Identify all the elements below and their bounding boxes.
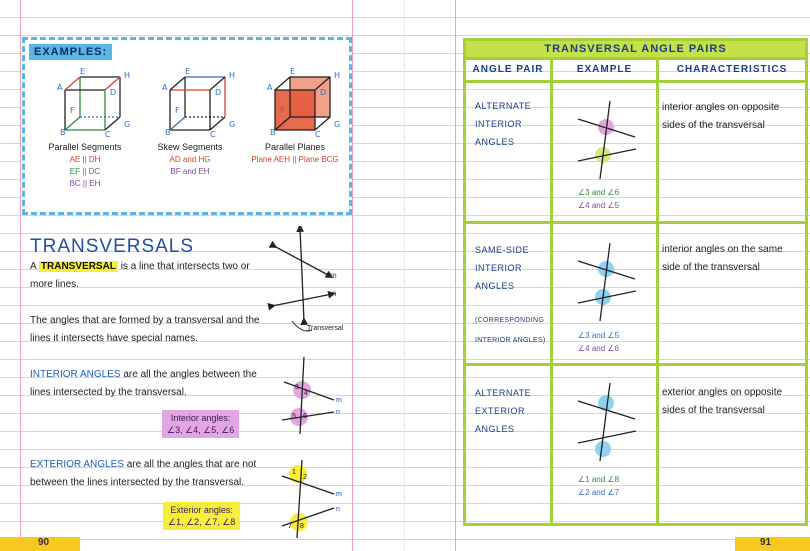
caption: Parallel Segments [48, 142, 122, 152]
example-diagram [570, 381, 640, 463]
svg-text:1: 1 [292, 469, 296, 476]
table-title: TRANSVERSAL ANGLE PAIRS [466, 41, 805, 57]
row-divider [466, 363, 805, 366]
examples-box [22, 37, 352, 215]
margin-line [455, 0, 456, 551]
vertex-d: D [110, 88, 117, 97]
characteristics-text: exterior angles on opposite sides of the transversal [662, 387, 783, 416]
vertex-e: E [290, 67, 296, 76]
vertex-e: E [185, 67, 191, 76]
interior-callout [162, 410, 239, 438]
margin-line [20, 0, 21, 551]
callout-title: Interior angles: [170, 413, 231, 423]
relation-line: EF || DC [69, 167, 101, 176]
row-divider [466, 80, 805, 83]
vertex-c: C [210, 130, 216, 139]
svg-text:4: 4 [304, 390, 308, 397]
footer-bar [735, 537, 810, 551]
figure-parallel-segments [35, 65, 135, 188]
interior-angles-diagram [272, 352, 352, 437]
svg-text:m: m [336, 397, 342, 404]
term-transversal: TRANSVERSAL [40, 261, 116, 272]
label-n: n [332, 289, 337, 298]
svg-text:8: 8 [300, 523, 304, 530]
example-diagram [570, 241, 640, 323]
relation-line: AE || DH [69, 155, 101, 164]
pair-name-same-side: SAME-SIDE INTERIOR ANGLES [475, 245, 530, 291]
caption: Skew Segments [157, 142, 223, 152]
example-diagram [570, 99, 640, 181]
definition-prefix: A [30, 261, 37, 272]
relation-line: BF and EH [170, 167, 210, 176]
cube-diagram [250, 65, 340, 140]
vertex-c: C [315, 130, 321, 139]
pair-name-alt-exterior: ALTERNATE EXTERIOR ANGLES [475, 388, 532, 434]
vertex-b: B [270, 128, 276, 137]
vertex-d: D [320, 88, 327, 97]
cube-diagram [145, 65, 235, 140]
section-heading: TRANSVERSALS [30, 236, 195, 257]
relation-line: AD and HG [169, 155, 211, 164]
vertex-f: F [280, 106, 285, 115]
exterior-text: are all the angles that are not between the lines intersected by the transversal. [30, 459, 257, 488]
callout-list: ∠3, ∠4, ∠5, ∠6 [167, 425, 235, 435]
svg-text:6: 6 [303, 413, 307, 420]
svg-text:2: 2 [303, 474, 307, 481]
right-page [405, 0, 810, 551]
vertex-d: D [215, 88, 222, 97]
definition-text: is a line that intersects two or more lines. [30, 261, 250, 290]
footer [0, 533, 405, 551]
vertex-a: A [162, 83, 168, 92]
column-divider [656, 57, 659, 523]
svg-text:7: 7 [288, 523, 292, 530]
vertex-a: A [57, 83, 63, 92]
angles-paragraph: The angles that are formed by a transversal and the lines it intersects have special names. [30, 315, 260, 344]
column-divider [550, 57, 553, 523]
vertex-g: G [334, 120, 340, 129]
footer [405, 533, 810, 551]
svg-text:n: n [336, 506, 340, 513]
svg-text:5: 5 [292, 413, 296, 420]
callout-list: ∠1, ∠2, ∠7, ∠8 [168, 517, 236, 527]
header-example: EXAMPLE [553, 57, 656, 80]
header-characteristics: CHARACTERISTICS [659, 57, 805, 80]
vertex-e: E [80, 67, 86, 76]
header-pair: ANGLE PAIR [466, 57, 550, 80]
callout-title: Exterior angles: [170, 505, 233, 515]
pair-list: ∠3 and ∠6 ∠4 and ∠5 [578, 188, 620, 210]
characteristics-text: interior angles on the same side of the transversal [662, 244, 783, 273]
term-exterior: EXTERIOR ANGLES [30, 459, 124, 470]
row-divider [466, 221, 805, 224]
caption: Parallel Planes [264, 142, 326, 152]
vertex-f: F [175, 106, 180, 115]
figure-skew-segments [140, 65, 240, 176]
pair-list: ∠1 and ∠8 ∠2 and ∠7 [578, 475, 620, 497]
vertex-f: F [70, 106, 75, 115]
vertex-a: A [267, 83, 273, 92]
vertex-h: H [124, 71, 130, 80]
figure-parallel-planes [245, 65, 345, 164]
vertex-g: G [229, 120, 235, 129]
cube-diagram [40, 65, 130, 140]
relation-line: Plane AEH || Plane BCG [251, 155, 339, 164]
vertex-b: B [60, 128, 66, 137]
vertex-g: G [124, 120, 130, 129]
svg-text:n: n [336, 409, 340, 416]
pair-name-alt-interior: ALTERNATE INTERIOR ANGLES [475, 101, 532, 147]
svg-text:3: 3 [295, 384, 299, 391]
label-l: ℓ [300, 226, 303, 234]
examples-label: EXAMPLES: [29, 44, 112, 60]
pair-list: ∠3 and ∠5 ∠4 and ∠6 [578, 331, 620, 353]
exterior-paragraph [30, 456, 265, 492]
svg-text:m: m [336, 491, 342, 498]
page-number: 91 [760, 537, 772, 548]
exterior-angles-diagram [272, 456, 352, 541]
term-interior: INTERIOR ANGLES [30, 369, 121, 380]
label-m: m [330, 271, 337, 280]
angle-pairs-table [463, 38, 808, 526]
interior-paragraph [30, 366, 265, 402]
label-transversal: Transversal [307, 325, 344, 332]
relation-line: BC || EH [69, 179, 101, 188]
definition-paragraph [30, 258, 265, 294]
interior-text: are all the angles between the lines intersected by the transversal. [30, 369, 257, 398]
page-number: 90 [38, 537, 50, 548]
vertex-b: B [165, 128, 171, 137]
vertex-h: H [334, 71, 340, 80]
vertex-c: C [105, 130, 111, 139]
characteristics-text: interior angles on opposite sides of the transversal [662, 102, 780, 131]
exterior-callout [163, 502, 240, 530]
pair-note: (CORRESPONDING INTERIOR ANGLES) [475, 317, 546, 344]
transversal-diagram [262, 226, 362, 336]
vertex-h: H [229, 71, 235, 80]
